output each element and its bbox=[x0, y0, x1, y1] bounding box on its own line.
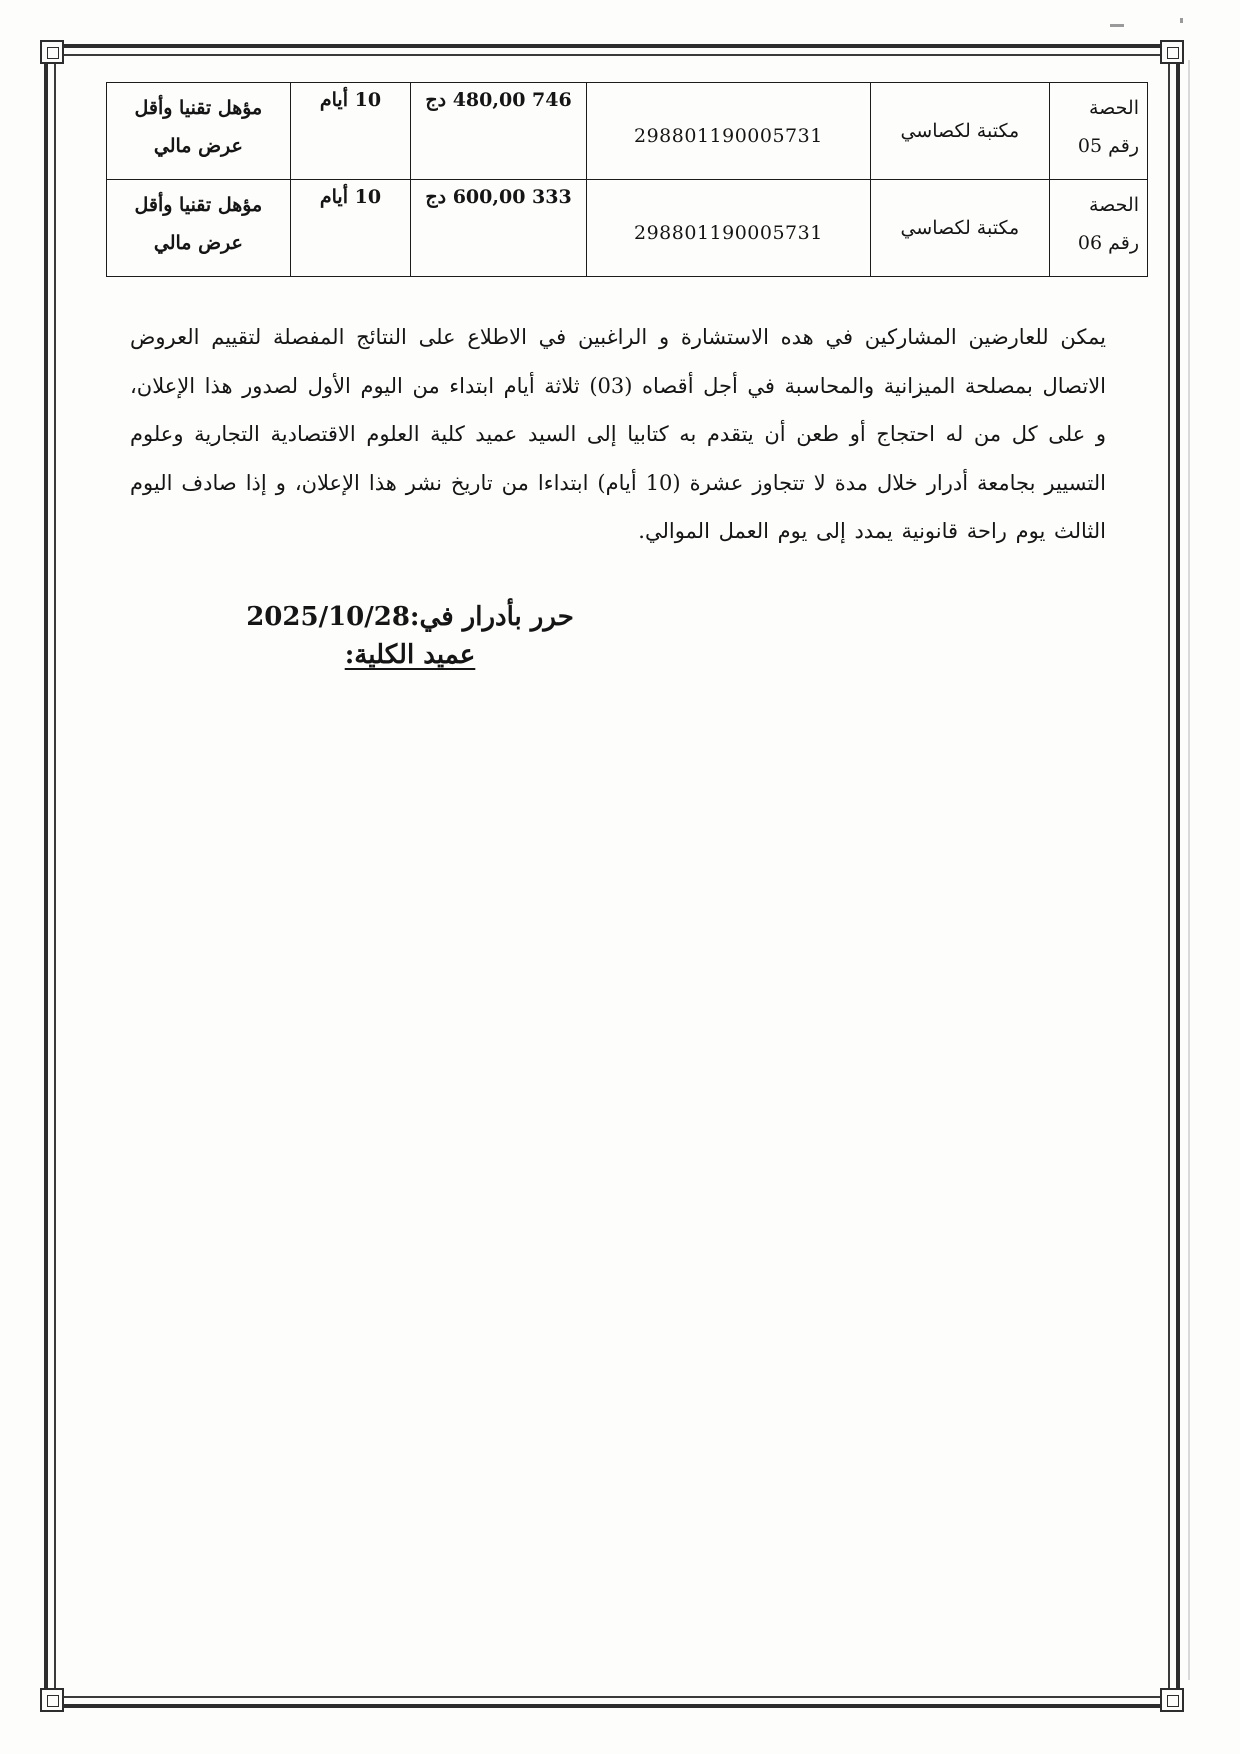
lot-cell bbox=[1049, 83, 1147, 180]
lot-number: رقم 05 bbox=[1077, 135, 1139, 157]
bidder-name: مكتبة لكصاسي bbox=[870, 180, 1049, 277]
offer-amount: 333 600,00 دج bbox=[411, 180, 587, 277]
delivery-duration: 10 أيام bbox=[290, 83, 410, 180]
table-row bbox=[107, 83, 1148, 180]
result-line: مؤهل تقنيا وأقل bbox=[134, 194, 263, 216]
bidder-name: مكتبة لكصاسي bbox=[870, 83, 1049, 180]
evaluation-result bbox=[107, 83, 291, 180]
lot-cell bbox=[1049, 180, 1147, 277]
signature-block bbox=[220, 598, 600, 674]
bidder-id-number: 298801190005731 bbox=[586, 83, 870, 180]
lot-label: الحصة bbox=[1089, 194, 1139, 216]
appeal-notice-paragraph: يمكن للعارضين المشاركين في هده الاستشارة و الراغبين في الاطلاع على النتائج المفصلة لتقييم العروض الاتصال بمصلحة الميزانية والمحاسبة في أجل أقصاه (03) ثلاثة أيام ابتداء من اليوم الأول لصدور هذا الإعلان، و على كل من له احتجاج أو طعن أن يتقدم به كتابيا إلى السيد عميد كلية العلوم الاقتصادية التجارية وعلوم التسيير بجامعة أدرار خلال مدة لا تتجاوز عشرة (10 أيام) ابتداءا من تاريخ نشر هذا الإعلان، و إذا صادف اليوم الثالث يوم راحة قانونية يمدد إلى يوم العمل الموالي. bbox=[130, 325, 1107, 543]
page-border-inner bbox=[54, 54, 1170, 1698]
lot-label: الحصة bbox=[1089, 97, 1139, 119]
bidder-id-number: 298801190005731 bbox=[586, 180, 870, 277]
table-row bbox=[107, 180, 1148, 277]
scan-mark bbox=[1110, 24, 1124, 27]
results-table bbox=[106, 82, 1148, 277]
result-line: مؤهل تقنيا وأقل bbox=[134, 97, 263, 119]
evaluation-result bbox=[107, 180, 291, 277]
lot-number: رقم 06 bbox=[1077, 232, 1139, 254]
scan-edge bbox=[1188, 60, 1190, 1680]
result-line: عرض مالي bbox=[153, 135, 243, 157]
place-and-date: حرر بأدرار في:2025/10/28 bbox=[246, 602, 574, 632]
border-corner-ornament bbox=[1160, 40, 1184, 64]
border-corner-ornament bbox=[40, 40, 64, 64]
border-corner-ornament bbox=[1160, 1688, 1184, 1712]
result-line: عرض مالي bbox=[153, 232, 243, 254]
border-corner-ornament bbox=[40, 1688, 64, 1712]
delivery-duration: 10 أيام bbox=[290, 180, 410, 277]
offer-amount: 746 480,00 دج bbox=[411, 83, 587, 180]
scan-mark bbox=[1180, 18, 1183, 23]
signatory-title: عميد الكلية: bbox=[344, 640, 476, 670]
